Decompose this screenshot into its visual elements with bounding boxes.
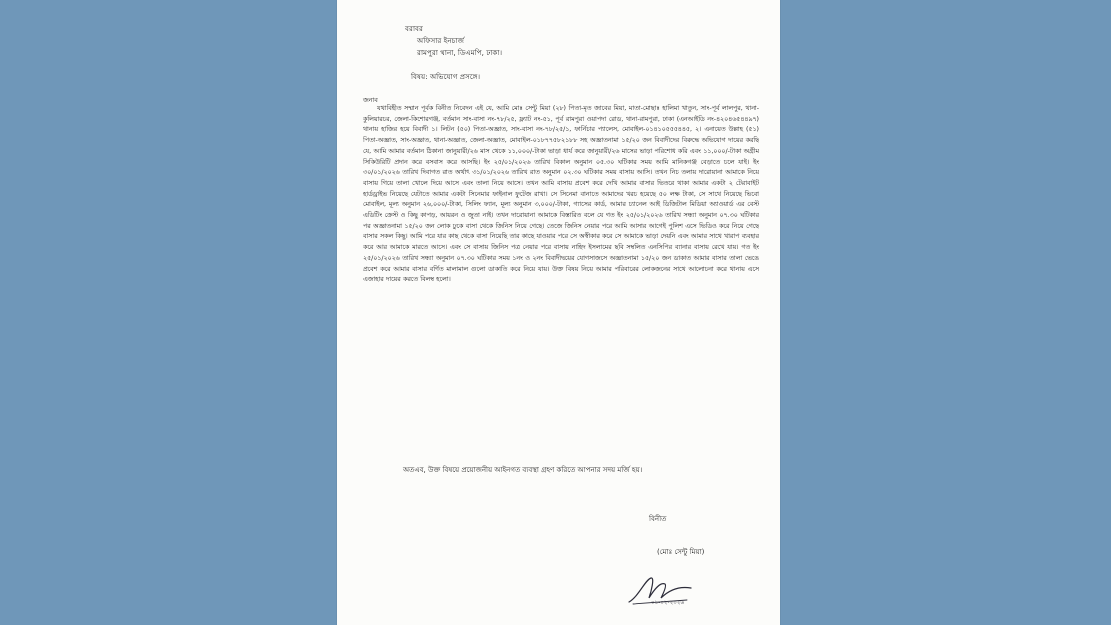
salutation: জনাব (363, 97, 378, 104)
subject-line: বিষয়: অভিযোগ প্রসঙ্গে। (411, 72, 481, 81)
recipient-title: অফিসার ইনচার্জ (417, 36, 465, 45)
recipient-to: বরাবর (405, 24, 423, 33)
complaint-letter-page (337, 0, 780, 625)
letter-body: যথাবিহীত সম্মান পূর্বক বিনীত নিবেদন এই যে, আমি মোঃ সেন্টু মিয়া (২৮) পিতা-মৃত জাবের মিয়া, মাতা-মোছাঃ হালিমা খাতুন, সাং-পূর্ব লালপুর, থানা-কুলিয়ারচর, জেলা-কিশোরগঞ্জ, বর্তমান সাং-বাসা নং-৭৮/২৫, ফ্ল্যাট নং-৫১, পূর্ব রামপুরা ওয়াপদা রোড, থানা-রামপুরা, ঢাকা (এনআইডি নং-৪২০৪৬৫৪৪৯৭) থানায় হাজির হয়ে বিবাদী ১। লিটন (৫০) পিতা-অজ্ঞাত, সাং-বাসা নং-৭৮/২৫/১, ফার্নিচার প্যালেস, মোবাইল-০১৪১০৫৫৫৪৪৫, ২। এনায়েত উল্লাহ (৫১) পিতা-অজ্ঞাত, সাং-অজ্ঞাত, থানা-অজ্ঞাত, জেলা-অজ্ঞাত, মোবাইল-০১৮৭৭৫৮২১৮৮ সহ অজ্ঞাতনামা ১৫/২০ জন বিবাদীদের বিরুদ্ধে অভিযোগ দায়ের করছি যে, আমি আমার বর্তমান ঠিকানা জানুয়ারী/২৬ মাস থেকে ১১,০০০/-টাকা ভাড়া ধার্য করে জানুয়ারী/২৬ মাসের ভাড়া পরিশোধ করি এবং ১১,০০০/-টাকা অগ্রীম সিকিউরিটি প্রদান করে বসবাস করে আসছি। ইং ২৫/০১/২০২৬ তারিখ বিকাল অনুমান ০৫.৩০ ঘটিকার সময় আমি মানিকগঞ্জ বেড়াতে চলে যাই। ইং ৩০/০১/২০২৬ তারিখ দিবাগত রাত অর্থাৎ ৩১/০১/২০২৬ তারিখ রাত অনুমান ০২.৩০ ঘটিকার সময় বাসায় আসি। তখন নিচ তলায় দারোয়ানা আমাকে নিয়ে বাসায় গিয়ে তালা খোলে দিয়ে আসে এবং তালা নিয়ে আসে। তখন আমি বাসায় প্রবেশ করে দেখি আমার বাসার ভিতরে থাকা আমার একটা ২ টেরাবাইট হার্ডড্রাইভ নিয়েছে যেটাতে আমার একটা সিনেমার ফাইনাল ফুটেজ রাখা। সে সিনেমা বানাতে আমাদের খরচ হয়েছে ৫০ লক্ষ টাকা, সে সাথে নিয়েছে ভিবো মোবাইল, মূল্য অনুমান ২৬,০০০/-টাকা, সিলিং ফ্যান, মূল্য অনুমান ৩,০০০/-টাকা, গ্যাসের কার্ড, আমার চ্যানেল আই ডিজিটাল মিডিয়া অ্যাওয়ার্ড এর বেস্ট এডিটিং ক্রেস্ট ও কিছু কাপড়, আয়রন ও জুতা নাই। তখন দারোয়ানা আমাকে বিস্তারিত বলে যে গত ইং ২৫/০১/২০২৬ তারিখ সন্ধ্যা অনুমান ০৭.৩০ ঘটিকার পর অজ্ঞাতনামা ১৫/২০ জন লোক ঢুকে বাসা থেকে জিনিস নিয়ে গেছে। তেজে জিনিস নেয়ার পরে আমি আসার আগেই পুলিশ এসে ভিডিও করে নিয়ে গেছে বাসার সকল কিছু। আমি পরে যার কাছ থেকে বাসা নিয়েছি তার কাছে যাওয়ার পরে সে অস্বীকার করে সে আমাকে ভাড়া দেয়নি এবং আমার সাথে খারাপ ব্যবহার করে আর আমাকে মারতে আসে। এবং সে বাসায় জিনিস পত্র নেয়ার পরে বাসায় নাহিদ ইসলামের ছবি সম্বলিত এনসিপির ব্যানার বাসায় রেখে যায়। গত ইং ২৫/০১/২০২৬ তারিখ সন্ধ্যা অনুমান ০৭.৩০ ঘটিকার সময় ১নং ও ২নং বিবাদীদ্বয়ের যোগসাজসে অজ্ঞাতনামা ১৫/২০ জন ডাকাত আমার বাসার তালা ভেঙে প্রবেশ করে আমার বাসার বর্ণিত মালামাল গুলো ডাকাতি করে নিয়ে যায়। উক্ত বিষয় নিয়ে আমার পরিবারের লোকজনের সাথে আলোচনা করে থানায় এসে এজাহার দায়ের করতে বিলম্ব হলো। (363, 105, 759, 284)
letter-closing: অতএব, উক্ত বিষয়ে প্রয়োজনীয় আইনগত ব্যবস্থা গ্রহণ করিতে আপনার সদয় মর্জি হয়। (403, 466, 643, 474)
recipient-address: রামপুরা থানা, ডিএমপি, ঢাকা। (417, 48, 503, 57)
valediction: বিনীত (649, 515, 667, 523)
sender-name: (মোঃ সেন্টু মিয়া) (657, 548, 705, 556)
signature-date: ০১-০২-২০২৬ (651, 600, 685, 606)
